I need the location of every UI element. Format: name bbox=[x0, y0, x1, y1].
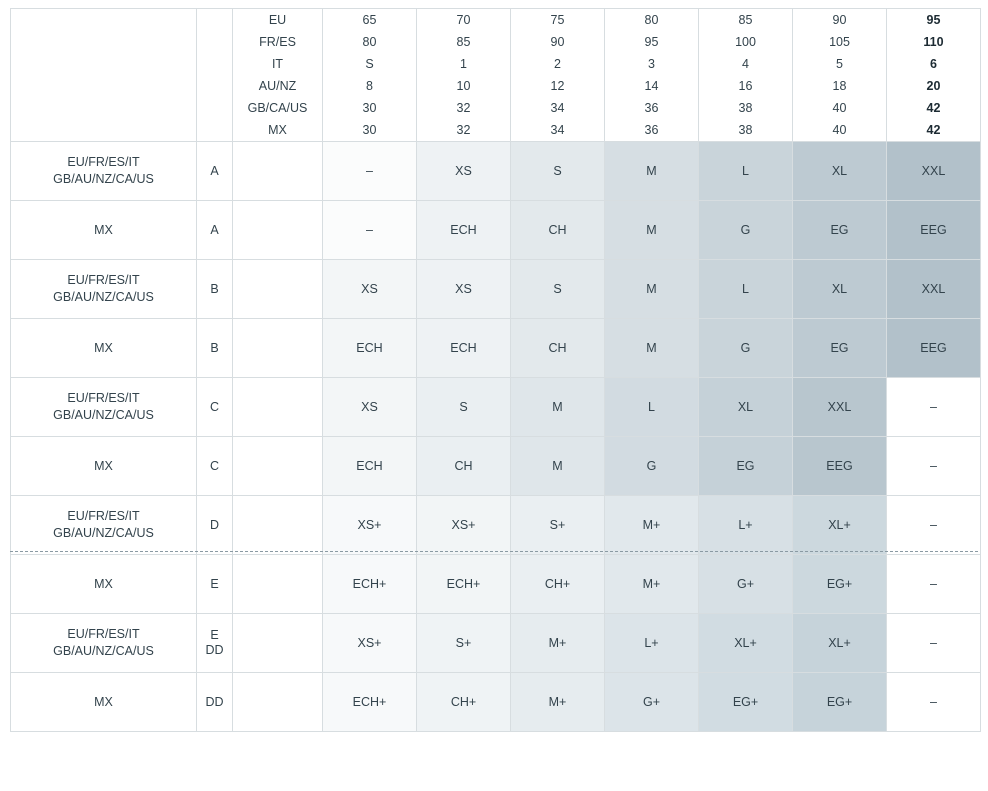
size-cell: XS bbox=[323, 378, 417, 437]
size-cell: G bbox=[699, 319, 793, 378]
size-cell: G+ bbox=[605, 673, 699, 732]
row-cup-size bbox=[197, 319, 233, 378]
header-size-value: 5 bbox=[836, 57, 843, 71]
size-cell: M bbox=[605, 319, 699, 378]
size-cell: – bbox=[887, 555, 981, 614]
region-line: MX bbox=[94, 222, 113, 237]
region-line: MX bbox=[94, 340, 113, 355]
system-label: AU/NZ bbox=[258, 79, 297, 93]
cup-line: B bbox=[210, 281, 219, 296]
cup-line: D bbox=[209, 517, 220, 532]
row-region-label bbox=[11, 614, 197, 673]
size-cell: XXL bbox=[887, 142, 981, 201]
header-size-column-6 bbox=[793, 9, 887, 142]
table-row bbox=[11, 201, 981, 260]
header-size-value: 95 bbox=[926, 13, 941, 27]
size-cell: CH bbox=[417, 437, 511, 496]
header-size-value: 42 bbox=[926, 101, 941, 115]
size-cell: CH bbox=[511, 319, 605, 378]
region-line: EU/FR/ES/IT bbox=[67, 627, 140, 641]
size-cell: M bbox=[605, 142, 699, 201]
row-cup-size bbox=[197, 142, 233, 201]
table-row bbox=[11, 437, 981, 496]
size-cell: M+ bbox=[605, 496, 699, 555]
header-size-column-7 bbox=[887, 9, 981, 142]
header-size-value: 16 bbox=[738, 79, 753, 93]
header-size-value: 100 bbox=[735, 35, 756, 49]
header-size-value: 80 bbox=[644, 13, 659, 27]
size-cell: L+ bbox=[605, 614, 699, 673]
region-line: MX bbox=[94, 458, 113, 473]
size-cell: – bbox=[323, 142, 417, 201]
header-size-value: 38 bbox=[738, 123, 753, 137]
table-row bbox=[11, 260, 981, 319]
header-size-value: 30 bbox=[362, 123, 377, 137]
size-cell: M bbox=[605, 201, 699, 260]
size-cell: – bbox=[887, 673, 981, 732]
header-size-value: S bbox=[365, 57, 374, 71]
size-cell: – bbox=[323, 201, 417, 260]
size-cell: CH bbox=[511, 201, 605, 260]
size-cell: S bbox=[511, 142, 605, 201]
row-cup-size bbox=[197, 496, 233, 555]
header-size-value: 8 bbox=[366, 79, 373, 93]
header-size-value: 85 bbox=[738, 13, 753, 27]
row-cup-size bbox=[197, 260, 233, 319]
size-cell: EG bbox=[793, 319, 887, 378]
region-line: EU/FR/ES/IT bbox=[67, 391, 140, 405]
size-cell: S+ bbox=[417, 614, 511, 673]
size-cell: M+ bbox=[511, 673, 605, 732]
row-cup-size bbox=[197, 614, 233, 673]
system-label: GB/CA/US bbox=[247, 101, 308, 115]
header-size-column-1 bbox=[323, 9, 417, 142]
header-size-value: 75 bbox=[550, 13, 565, 27]
size-cell: S bbox=[417, 378, 511, 437]
row-spacer-cell bbox=[233, 142, 323, 201]
size-cell: S+ bbox=[511, 496, 605, 555]
header-size-value: 32 bbox=[456, 123, 471, 137]
header-size-value: 34 bbox=[550, 123, 565, 137]
header-size-value: 80 bbox=[362, 35, 377, 49]
header-size-value: 2 bbox=[554, 57, 561, 71]
cup-line: C bbox=[209, 399, 220, 414]
size-cell: ECH bbox=[417, 201, 511, 260]
size-cell: CH+ bbox=[511, 555, 605, 614]
header-size-value: 4 bbox=[742, 57, 749, 71]
size-cell: ECH+ bbox=[417, 555, 511, 614]
header-size-value: 90 bbox=[550, 35, 565, 49]
row-spacer-cell bbox=[233, 555, 323, 614]
row-region-label bbox=[11, 673, 197, 732]
size-cell: ECH bbox=[323, 437, 417, 496]
header-size-value: 18 bbox=[832, 79, 847, 93]
region-line: EU/FR/ES/IT bbox=[67, 155, 140, 169]
size-cell: ECH bbox=[323, 319, 417, 378]
region-line: GB/AU/NZ/CA/US bbox=[53, 408, 154, 422]
system-label: FR/ES bbox=[259, 35, 296, 49]
header-size-value: 34 bbox=[550, 101, 565, 115]
row-region-label bbox=[11, 201, 197, 260]
size-cell: M bbox=[511, 378, 605, 437]
size-cell: – bbox=[887, 437, 981, 496]
size-cell: XL bbox=[699, 378, 793, 437]
size-cell: ECH+ bbox=[323, 555, 417, 614]
cup-line: A bbox=[210, 163, 219, 178]
cup-line: A bbox=[210, 222, 219, 237]
size-cell: XS+ bbox=[323, 496, 417, 555]
cup-line: DD bbox=[205, 694, 224, 709]
row-cup-size bbox=[197, 673, 233, 732]
header-size-value: 95 bbox=[644, 35, 659, 49]
header-size-value: 40 bbox=[832, 123, 847, 137]
size-cell: L+ bbox=[699, 496, 793, 555]
cup-line: C bbox=[209, 458, 220, 473]
size-cell: XS+ bbox=[417, 496, 511, 555]
row-region-label bbox=[11, 319, 197, 378]
cup-line: E bbox=[210, 628, 219, 642]
row-cup-size bbox=[197, 555, 233, 614]
size-cell: S bbox=[511, 260, 605, 319]
size-cell: – bbox=[887, 614, 981, 673]
size-cell: EG bbox=[793, 201, 887, 260]
table-row bbox=[11, 319, 981, 378]
size-cell: XL+ bbox=[793, 496, 887, 555]
header-size-value: 12 bbox=[550, 79, 565, 93]
region-line: MX bbox=[94, 576, 113, 591]
size-cell: EEG bbox=[793, 437, 887, 496]
size-cell: EEG bbox=[887, 319, 981, 378]
header-size-value: 14 bbox=[644, 79, 659, 93]
header-size-value: 36 bbox=[644, 123, 659, 137]
header-size-value: 105 bbox=[829, 35, 850, 49]
size-cell: XL bbox=[793, 260, 887, 319]
size-cell: M+ bbox=[605, 555, 699, 614]
header-size-column-5 bbox=[699, 9, 793, 142]
size-cell: G+ bbox=[699, 555, 793, 614]
table-row bbox=[11, 378, 981, 437]
size-cell: XL+ bbox=[793, 614, 887, 673]
size-cell: XS bbox=[417, 142, 511, 201]
size-cell: XL bbox=[793, 142, 887, 201]
region-line: EU/FR/ES/IT bbox=[67, 273, 140, 287]
header-system-labels bbox=[233, 9, 323, 142]
size-cell: – bbox=[887, 378, 981, 437]
size-cell: M bbox=[605, 260, 699, 319]
system-label: EU bbox=[268, 13, 287, 27]
size-cell: G bbox=[605, 437, 699, 496]
header-size-value: 10 bbox=[456, 79, 471, 93]
size-cell: M+ bbox=[511, 614, 605, 673]
size-cell: G bbox=[699, 201, 793, 260]
header-size-value: 90 bbox=[832, 13, 847, 27]
region-line: GB/AU/NZ/CA/US bbox=[53, 644, 154, 658]
size-cell: L bbox=[699, 142, 793, 201]
header-size-value: 70 bbox=[456, 13, 471, 27]
cup-line: B bbox=[210, 340, 219, 355]
row-region-label bbox=[11, 142, 197, 201]
header-size-value: 85 bbox=[456, 35, 471, 49]
row-spacer-cell bbox=[233, 496, 323, 555]
region-line: GB/AU/NZ/CA/US bbox=[53, 526, 154, 540]
header-size-column-2 bbox=[417, 9, 511, 142]
header-size-value: 42 bbox=[926, 123, 941, 137]
header-size-value: 65 bbox=[362, 13, 377, 27]
row-spacer-cell bbox=[233, 673, 323, 732]
table-header-row bbox=[11, 9, 981, 142]
header-size-column-3 bbox=[511, 9, 605, 142]
row-spacer-cell bbox=[233, 201, 323, 260]
size-cell: L bbox=[605, 378, 699, 437]
size-cell: EG bbox=[699, 437, 793, 496]
row-spacer-cell bbox=[233, 614, 323, 673]
size-cell: L bbox=[699, 260, 793, 319]
header-cup-empty bbox=[197, 9, 233, 142]
size-cell: XL+ bbox=[699, 614, 793, 673]
size-cell: EEG bbox=[887, 201, 981, 260]
size-cell: XS bbox=[417, 260, 511, 319]
table-row bbox=[11, 673, 981, 732]
header-size-value: 40 bbox=[832, 101, 847, 115]
region-line: GB/AU/NZ/CA/US bbox=[53, 172, 154, 186]
row-spacer-cell bbox=[233, 260, 323, 319]
table-row bbox=[11, 614, 981, 673]
region-line: EU/FR/ES/IT bbox=[67, 509, 140, 523]
size-cell: XXL bbox=[887, 260, 981, 319]
row-region-label bbox=[11, 378, 197, 437]
size-cell: EG+ bbox=[793, 673, 887, 732]
system-label: IT bbox=[271, 57, 284, 71]
size-cell: ECH+ bbox=[323, 673, 417, 732]
size-cell: XXL bbox=[793, 378, 887, 437]
row-region-label bbox=[11, 555, 197, 614]
size-conversion-table bbox=[10, 8, 981, 732]
header-size-value: 6 bbox=[930, 57, 937, 71]
header-size-value: 3 bbox=[648, 57, 655, 71]
row-region-label bbox=[11, 437, 197, 496]
table-row bbox=[11, 496, 981, 555]
header-size-value: 1 bbox=[460, 57, 467, 71]
header-size-value: 110 bbox=[923, 35, 944, 49]
row-region-label bbox=[11, 496, 197, 555]
size-cell: EG+ bbox=[699, 673, 793, 732]
row-spacer-cell bbox=[233, 319, 323, 378]
header-size-value: 30 bbox=[362, 101, 377, 115]
table-row bbox=[11, 142, 981, 201]
row-cup-size bbox=[197, 201, 233, 260]
header-size-value: 32 bbox=[456, 101, 471, 115]
region-line: GB/AU/NZ/CA/US bbox=[53, 290, 154, 304]
cup-line: DD bbox=[205, 643, 224, 657]
header-size-value: 36 bbox=[644, 101, 659, 115]
table-row bbox=[11, 555, 981, 614]
row-spacer-cell bbox=[233, 437, 323, 496]
header-corner-empty bbox=[11, 9, 197, 142]
header-size-value: 38 bbox=[738, 101, 753, 115]
row-region-label bbox=[11, 260, 197, 319]
size-cell: EG+ bbox=[793, 555, 887, 614]
size-cell: M bbox=[511, 437, 605, 496]
row-cup-size bbox=[197, 437, 233, 496]
size-cell: – bbox=[887, 496, 981, 555]
header-size-column-4 bbox=[605, 9, 699, 142]
size-cell: XS bbox=[323, 260, 417, 319]
size-cell: ECH bbox=[417, 319, 511, 378]
cup-line: E bbox=[210, 576, 219, 591]
header-size-value: 20 bbox=[926, 79, 941, 93]
size-cell: CH+ bbox=[417, 673, 511, 732]
region-line: MX bbox=[94, 694, 113, 709]
system-label: MX bbox=[268, 123, 287, 137]
row-spacer-cell bbox=[233, 378, 323, 437]
row-cup-size bbox=[197, 378, 233, 437]
size-cell: XS+ bbox=[323, 614, 417, 673]
